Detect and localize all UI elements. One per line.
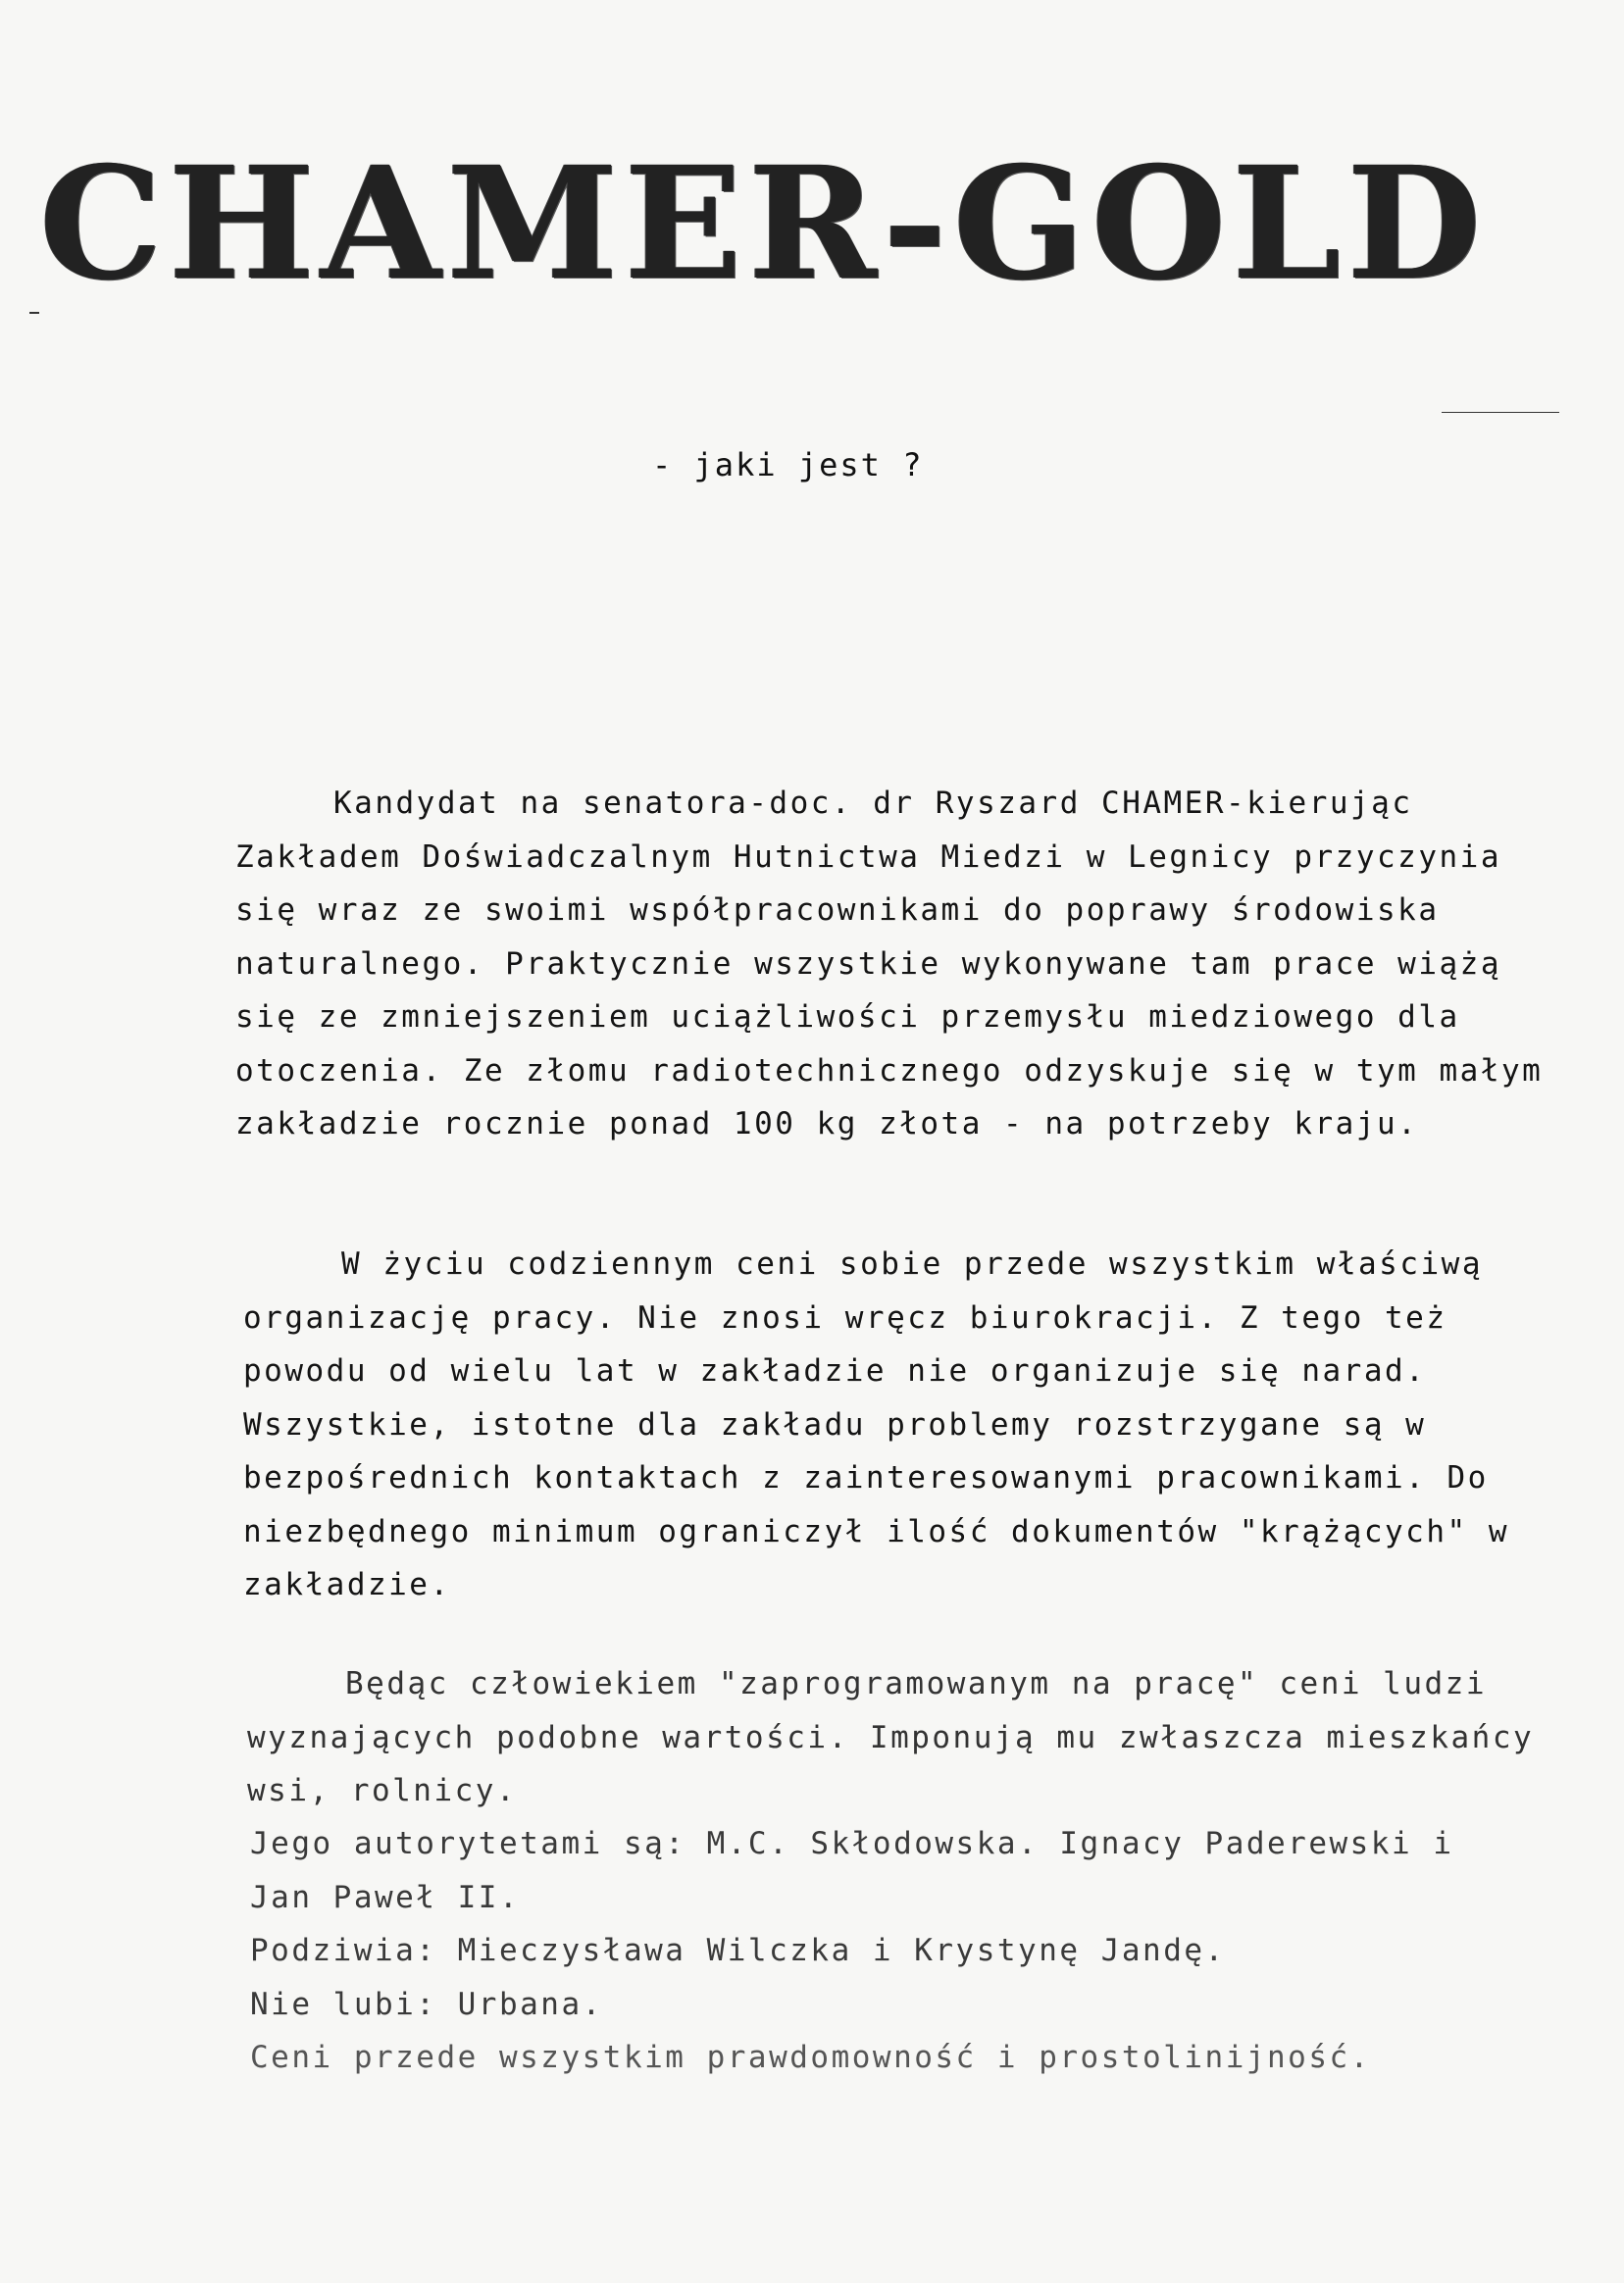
paragraph-work: W życiu codziennym ceni sobie przede wszystkim właściwą organizację pracy. Nie znosi wręcz biurokracji. Z tego też powodu od wielu lat w zakładzie nie organizuje się narad. Wszystkie, istotne dla zakładu problemy rozstrzygane są w bezpośrednich kontaktach z zainteresowanymi pracownikami. Do niezbędnego minimum ograniczył ilość dokumentów "krążących" w zakładzie. (243, 1246, 1509, 1602)
document-subtitle: - jaki jest ? (652, 446, 924, 483)
list-item: Ceni przede wszystkim prawdomowność i prostolinijność. (250, 2040, 1371, 2075)
personal-facts-list (250, 1817, 1564, 2085)
scan-mark (29, 312, 39, 314)
scan-mark (1442, 412, 1559, 413)
list-item: Nie lubi: Urbana. (250, 1986, 603, 2022)
paragraph-values: Będąc człowiekiem "zaprogramowanym na pracę" ceni ludzi wyznających podobne wartości. Imponują mu zwłaszcza mieszkańcy wsi, rolnicy. (247, 1666, 1535, 1808)
paragraph-intro: Kandydat na senatora-doc. dr Ryszard CHAMER-kierując Zakładem Doświadczalnym Hutnictwa Miedzi w Legnicy przyczynia się wraz ze swoimi współpracownikami do poprawy środowiska naturalnego. Praktycznie wszystkie wykonywane tam prace wiążą się ze zmniejszeniem uciążliwości przemysłu miedziowego dla otoczenia. Ze złomu radiotechnicznego odzyskuje się w tym małym zakładzie rocznie ponad 100 kg złota - na potrzeby kraju. (235, 786, 1544, 1142)
document-title: CHAMER-GOLD (39, 133, 1488, 315)
list-item: Podziwia: Mieczysława Wilczka i Krystynę Jandę. (250, 1933, 1226, 1968)
list-item: Jego autorytetami są: M.C. Skłodowska. Ignacy Paderewski i (250, 1826, 1454, 1861)
list-item: Jan Paweł II. (250, 1879, 521, 1915)
